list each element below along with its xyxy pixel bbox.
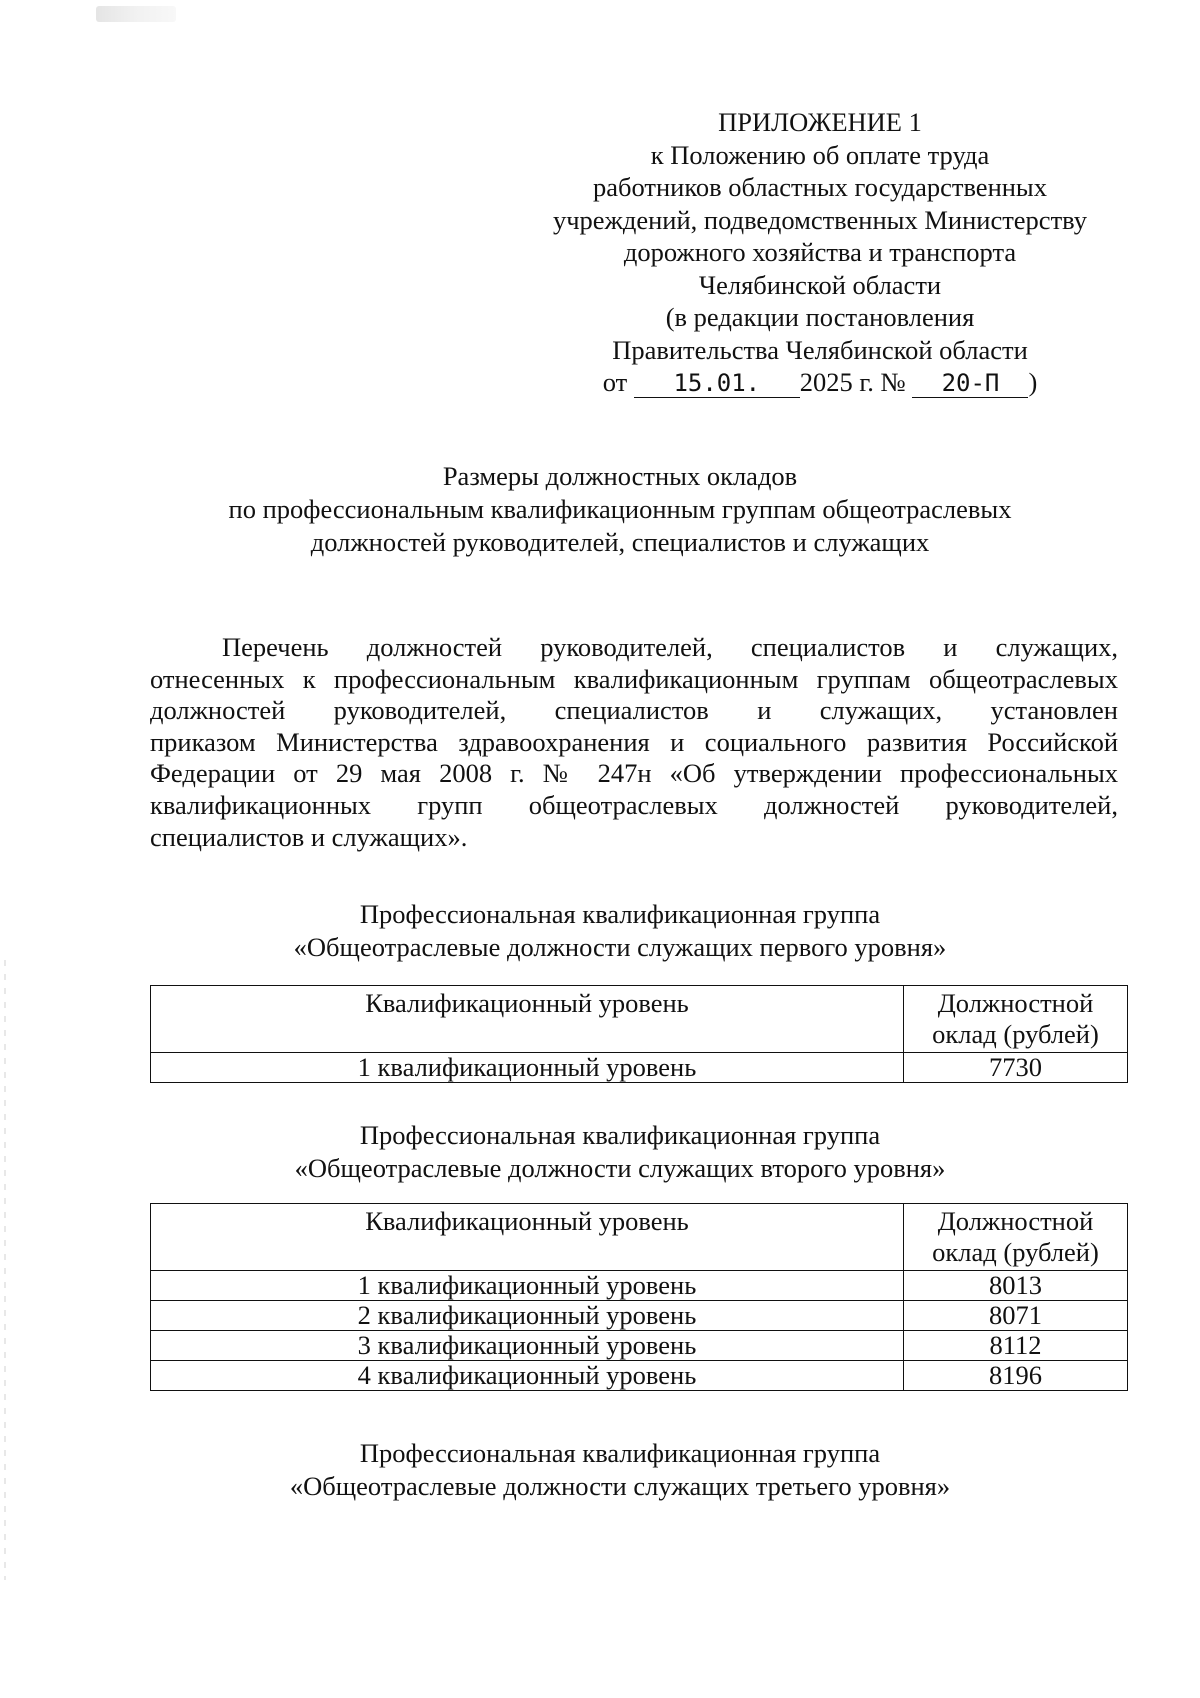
appendix-line: (в редакции постановления (665, 302, 975, 332)
group-title-line: «Общеотраслевые должности служащих третьего уровня» (289, 1471, 951, 1501)
level-cell: 2 квалификационный уровень (151, 1301, 904, 1331)
header-salary (904, 1204, 1128, 1271)
appendix-line: Правительства Челябинской области (612, 334, 1028, 365)
appendix-line: дорожного хозяйства и транспорта (623, 237, 1017, 267)
decree-date-line (520, 366, 1120, 399)
paragraph-line: Федерации от 29 мая 2008 г. № 247н «Об утверждении профессиональных (150, 758, 1118, 789)
group-2-title (140, 1119, 1100, 1185)
appendix-title: ПРИЛОЖЕНИЕ 1 (718, 107, 922, 137)
appendix-line: Челябинской области (698, 269, 942, 300)
group-title-line: Профессиональная квалификационная группа (359, 899, 881, 929)
decree-number-field: 20-П (912, 369, 1028, 398)
salary-cell: 8013 (904, 1271, 1128, 1301)
group-title-line: «Общеотраслевые должности служащих первого уровня» (293, 932, 947, 962)
paragraph-line: Перечень должностей руководителей, специалистов и служащих, (222, 632, 1118, 662)
closing-paren: ) (1028, 367, 1038, 397)
header-salary-line: Должностной (937, 1206, 1094, 1236)
group-title-line: Профессиональная квалификационная группа (359, 1438, 881, 1468)
date-prefix: от (602, 367, 628, 397)
salary-cell: 7730 (904, 1053, 1128, 1083)
group-2-salary-table (150, 1203, 1128, 1391)
header-level: Квалификационный уровень (151, 986, 904, 1053)
salary-cell: 8196 (904, 1361, 1128, 1391)
title-line: должностей руководителей, специалистов и служащих (310, 527, 930, 557)
paragraph-line: специалистов и служащих». (150, 821, 468, 852)
header-salary-line: оклад (рублей) (932, 1019, 1099, 1049)
title-line: Размеры должностных окладов (442, 461, 798, 491)
title-line: по профессиональным квалификационным группам общеотраслевых (228, 494, 1012, 524)
group-title-line: Профессиональная квалификационная группа (359, 1120, 881, 1150)
salary-cell: 8071 (904, 1301, 1128, 1331)
appendix-header (520, 106, 1120, 399)
paragraph-line: приказом Министерства здравоохранения и социального развития Российской (150, 726, 1118, 757)
table-row (151, 1271, 1128, 1301)
appendix-line: к Положению об оплате труда (650, 139, 990, 170)
decree-date-field: 15.01. (634, 369, 800, 398)
header-salary-line: оклад (рублей) (932, 1237, 1099, 1267)
level-cell: 1 квалификационный уровень (151, 1053, 904, 1083)
table-header-row (151, 986, 1128, 1053)
level-cell: 3 квалификационный уровень (151, 1331, 904, 1361)
appendix-line: учреждений, подведомственных Министерству (552, 204, 1088, 235)
decree-year: 2025 г. № (799, 367, 906, 397)
table-row (151, 1053, 1128, 1083)
paragraph-line: квалификационных групп общеотраслевых должностей руководителей, (150, 789, 1118, 820)
header-salary (904, 986, 1128, 1053)
table-header-row (151, 1204, 1128, 1271)
header-level: Квалификационный уровень (151, 1204, 904, 1271)
paragraph-line: должностей руководителей, специалистов и служащих, установлен (150, 695, 1118, 726)
salary-cell: 8112 (904, 1331, 1128, 1361)
level-cell: 4 квалификационный уровень (151, 1361, 904, 1391)
level-cell: 1 квалификационный уровень (151, 1271, 904, 1301)
table-row (151, 1331, 1128, 1361)
header-salary-line: Должностной (937, 988, 1094, 1018)
intro-paragraph (150, 632, 1118, 853)
paragraph-line: отнесенных к профессиональным квалификационным группам общеотраслевых (150, 663, 1118, 694)
scan-edge-artifact (4, 960, 6, 1580)
table-row (151, 1361, 1128, 1391)
group-3-title (140, 1437, 1100, 1503)
appendix-line: работников областных государственных (592, 172, 1047, 202)
group-title-line: «Общеотраслевые должности служащих второго уровня» (294, 1153, 946, 1183)
table-row (151, 1301, 1128, 1331)
group-1-title (140, 898, 1100, 964)
group-1-salary-table (150, 985, 1128, 1083)
document-title (140, 460, 1100, 559)
scan-stamp-mark (96, 6, 176, 22)
